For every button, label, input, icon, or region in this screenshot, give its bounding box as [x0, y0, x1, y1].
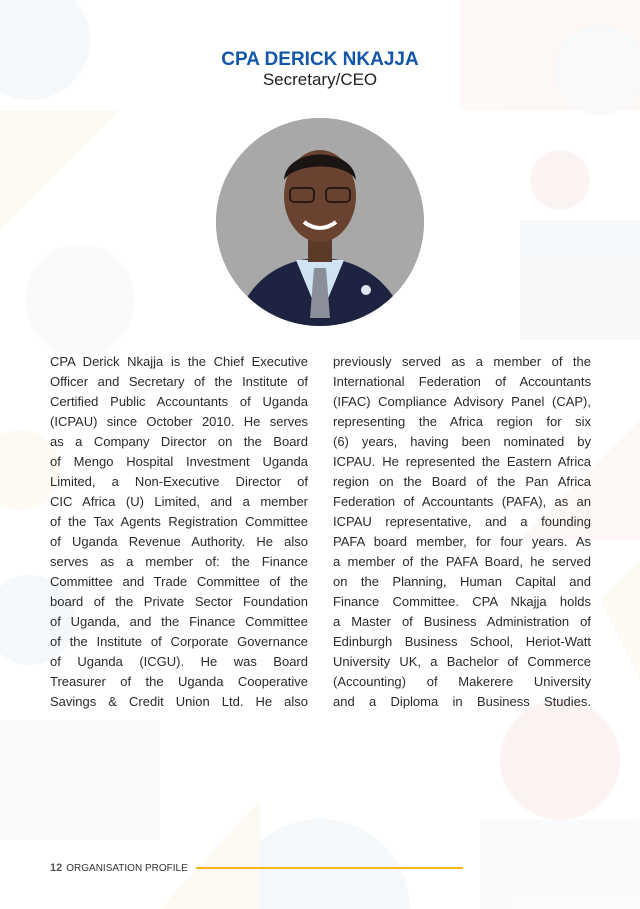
- bio-line-text: board of the Private Sector Foundation: [50, 594, 308, 609]
- bio-line-text: Edinburgh Business School, Heriot-Watt: [333, 634, 591, 649]
- person-name: CPA DERICK NKAJJA: [221, 49, 419, 70]
- bio-line: [333, 672, 591, 692]
- bio-line: [50, 692, 308, 712]
- bio-line: [333, 532, 591, 552]
- bio-column-right: [333, 352, 591, 712]
- bio-line-text: (6) years, having been nominated by: [333, 434, 591, 449]
- bio-line-text: Savings & Credit Union Ltd. He also: [50, 694, 308, 709]
- bio-line-text: of Uganda, and the Finance Committee: [50, 614, 308, 629]
- bio-line-text: and a Diploma in Business Studies.: [333, 694, 591, 709]
- bio-line-text: (ICPAU) since October 2010. He serves: [50, 414, 308, 429]
- bio-line: [50, 452, 308, 472]
- bio-line: [333, 692, 591, 712]
- bio-line: [333, 432, 591, 452]
- bio-line: [50, 612, 308, 632]
- bio-line-text: Federation of Accountants (PAFA), as an: [333, 494, 591, 509]
- bio-line: [333, 452, 591, 472]
- bio-line-text: International Federation of Accountants: [333, 374, 591, 389]
- bio-line: [50, 492, 308, 512]
- bio-line: [50, 392, 308, 412]
- bio-line-text: Treasurer of the Uganda Cooperative: [50, 674, 308, 689]
- bio-line-text: a Master of Business Administration of: [333, 614, 591, 629]
- page-number: 12: [50, 862, 63, 874]
- bio-line-text: University UK, a Bachelor of Commerce: [333, 654, 591, 669]
- bio-line: [333, 572, 591, 592]
- bio-line-text: Limited, a Non-Executive Director of: [50, 474, 308, 489]
- bio-line-text: Officer and Secretary of the Institute of: [50, 374, 308, 389]
- bio-line: [333, 632, 591, 652]
- bio-line-text: PAFA board member, for four years. As: [333, 534, 591, 549]
- bio-line: [333, 512, 591, 532]
- bio-line: [50, 532, 308, 552]
- bio-line: [333, 372, 591, 392]
- bio-line: [50, 592, 308, 612]
- bio-line: [50, 432, 308, 452]
- bio-line: [333, 552, 591, 572]
- bio-line: [50, 572, 308, 592]
- bio-line: [50, 632, 308, 652]
- bio-line-text: of the Tax Agents Registration Committee: [50, 514, 308, 529]
- page-footer: [50, 862, 463, 874]
- bio-line: [50, 372, 308, 392]
- bio-line: [50, 352, 308, 372]
- bio-line-text: Committee and Trade Committee of the: [50, 574, 308, 589]
- bio-line-text: as a Company Director on the Board: [50, 434, 308, 449]
- bio-line-text: (IFAC) Compliance Advisory Panel (CAP),: [333, 394, 591, 409]
- bio-line-text: CPA Derick Nkajja is the Chief Executive: [50, 354, 308, 369]
- bio-line-text: of the Institute of Corporate Governance: [50, 634, 308, 649]
- bio-line-text: previously served as a member of the: [333, 354, 591, 369]
- bio-line-text: ICPAU. He represented the Eastern Africa: [333, 454, 591, 469]
- bio-line: [50, 472, 308, 492]
- bio-line-text: (Accounting) of Makerere University: [333, 674, 591, 689]
- bio-line: [50, 412, 308, 432]
- bio-line-text: a member of the PAFA Board, he served: [333, 554, 591, 569]
- person-role: Secretary/CEO: [262, 70, 378, 89]
- bio-line-text: CIC Africa (U) Limited, and a member: [50, 494, 308, 509]
- bio-line: [333, 352, 591, 372]
- footer-rule: [196, 867, 463, 869]
- bio-line-text: serves as a member of: the Finance: [50, 554, 308, 569]
- bio-line-text: Certified Public Accountants of Uganda: [50, 394, 308, 409]
- bio-line: [333, 492, 591, 512]
- bio-line-text: ICPAU representative, and a founding: [333, 514, 591, 529]
- bio-line-text: of Mengo Hospital Investment Uganda: [50, 454, 308, 469]
- bio-line: [333, 392, 591, 412]
- bio-line-text: Finance Committee. CPA Nkajja holds: [333, 594, 591, 609]
- bio-line: [333, 592, 591, 612]
- bio-line-text: region on the Board of the Pan Africa: [333, 474, 591, 489]
- bio-line: [50, 512, 308, 532]
- bio-line: [333, 412, 591, 432]
- bio-line: [50, 552, 308, 572]
- bio-line-text: on the Planning, Human Capital and: [333, 574, 591, 589]
- bio-line-text: of Uganda Revenue Authority. He also: [50, 534, 308, 549]
- portrait-photo: [216, 118, 424, 326]
- bio-line: [333, 472, 591, 492]
- bio-line: [333, 652, 591, 672]
- bio-line-text: of Uganda (ICGU). He was Board: [50, 654, 308, 669]
- bio-line: [50, 672, 308, 692]
- section-title: ORGANISATION PROFILE: [66, 862, 188, 874]
- bio-line: [50, 652, 308, 672]
- bio-line-text: representing the Africa region for six: [333, 414, 591, 429]
- bio-column-left: [50, 352, 308, 712]
- bio-line: [333, 612, 591, 632]
